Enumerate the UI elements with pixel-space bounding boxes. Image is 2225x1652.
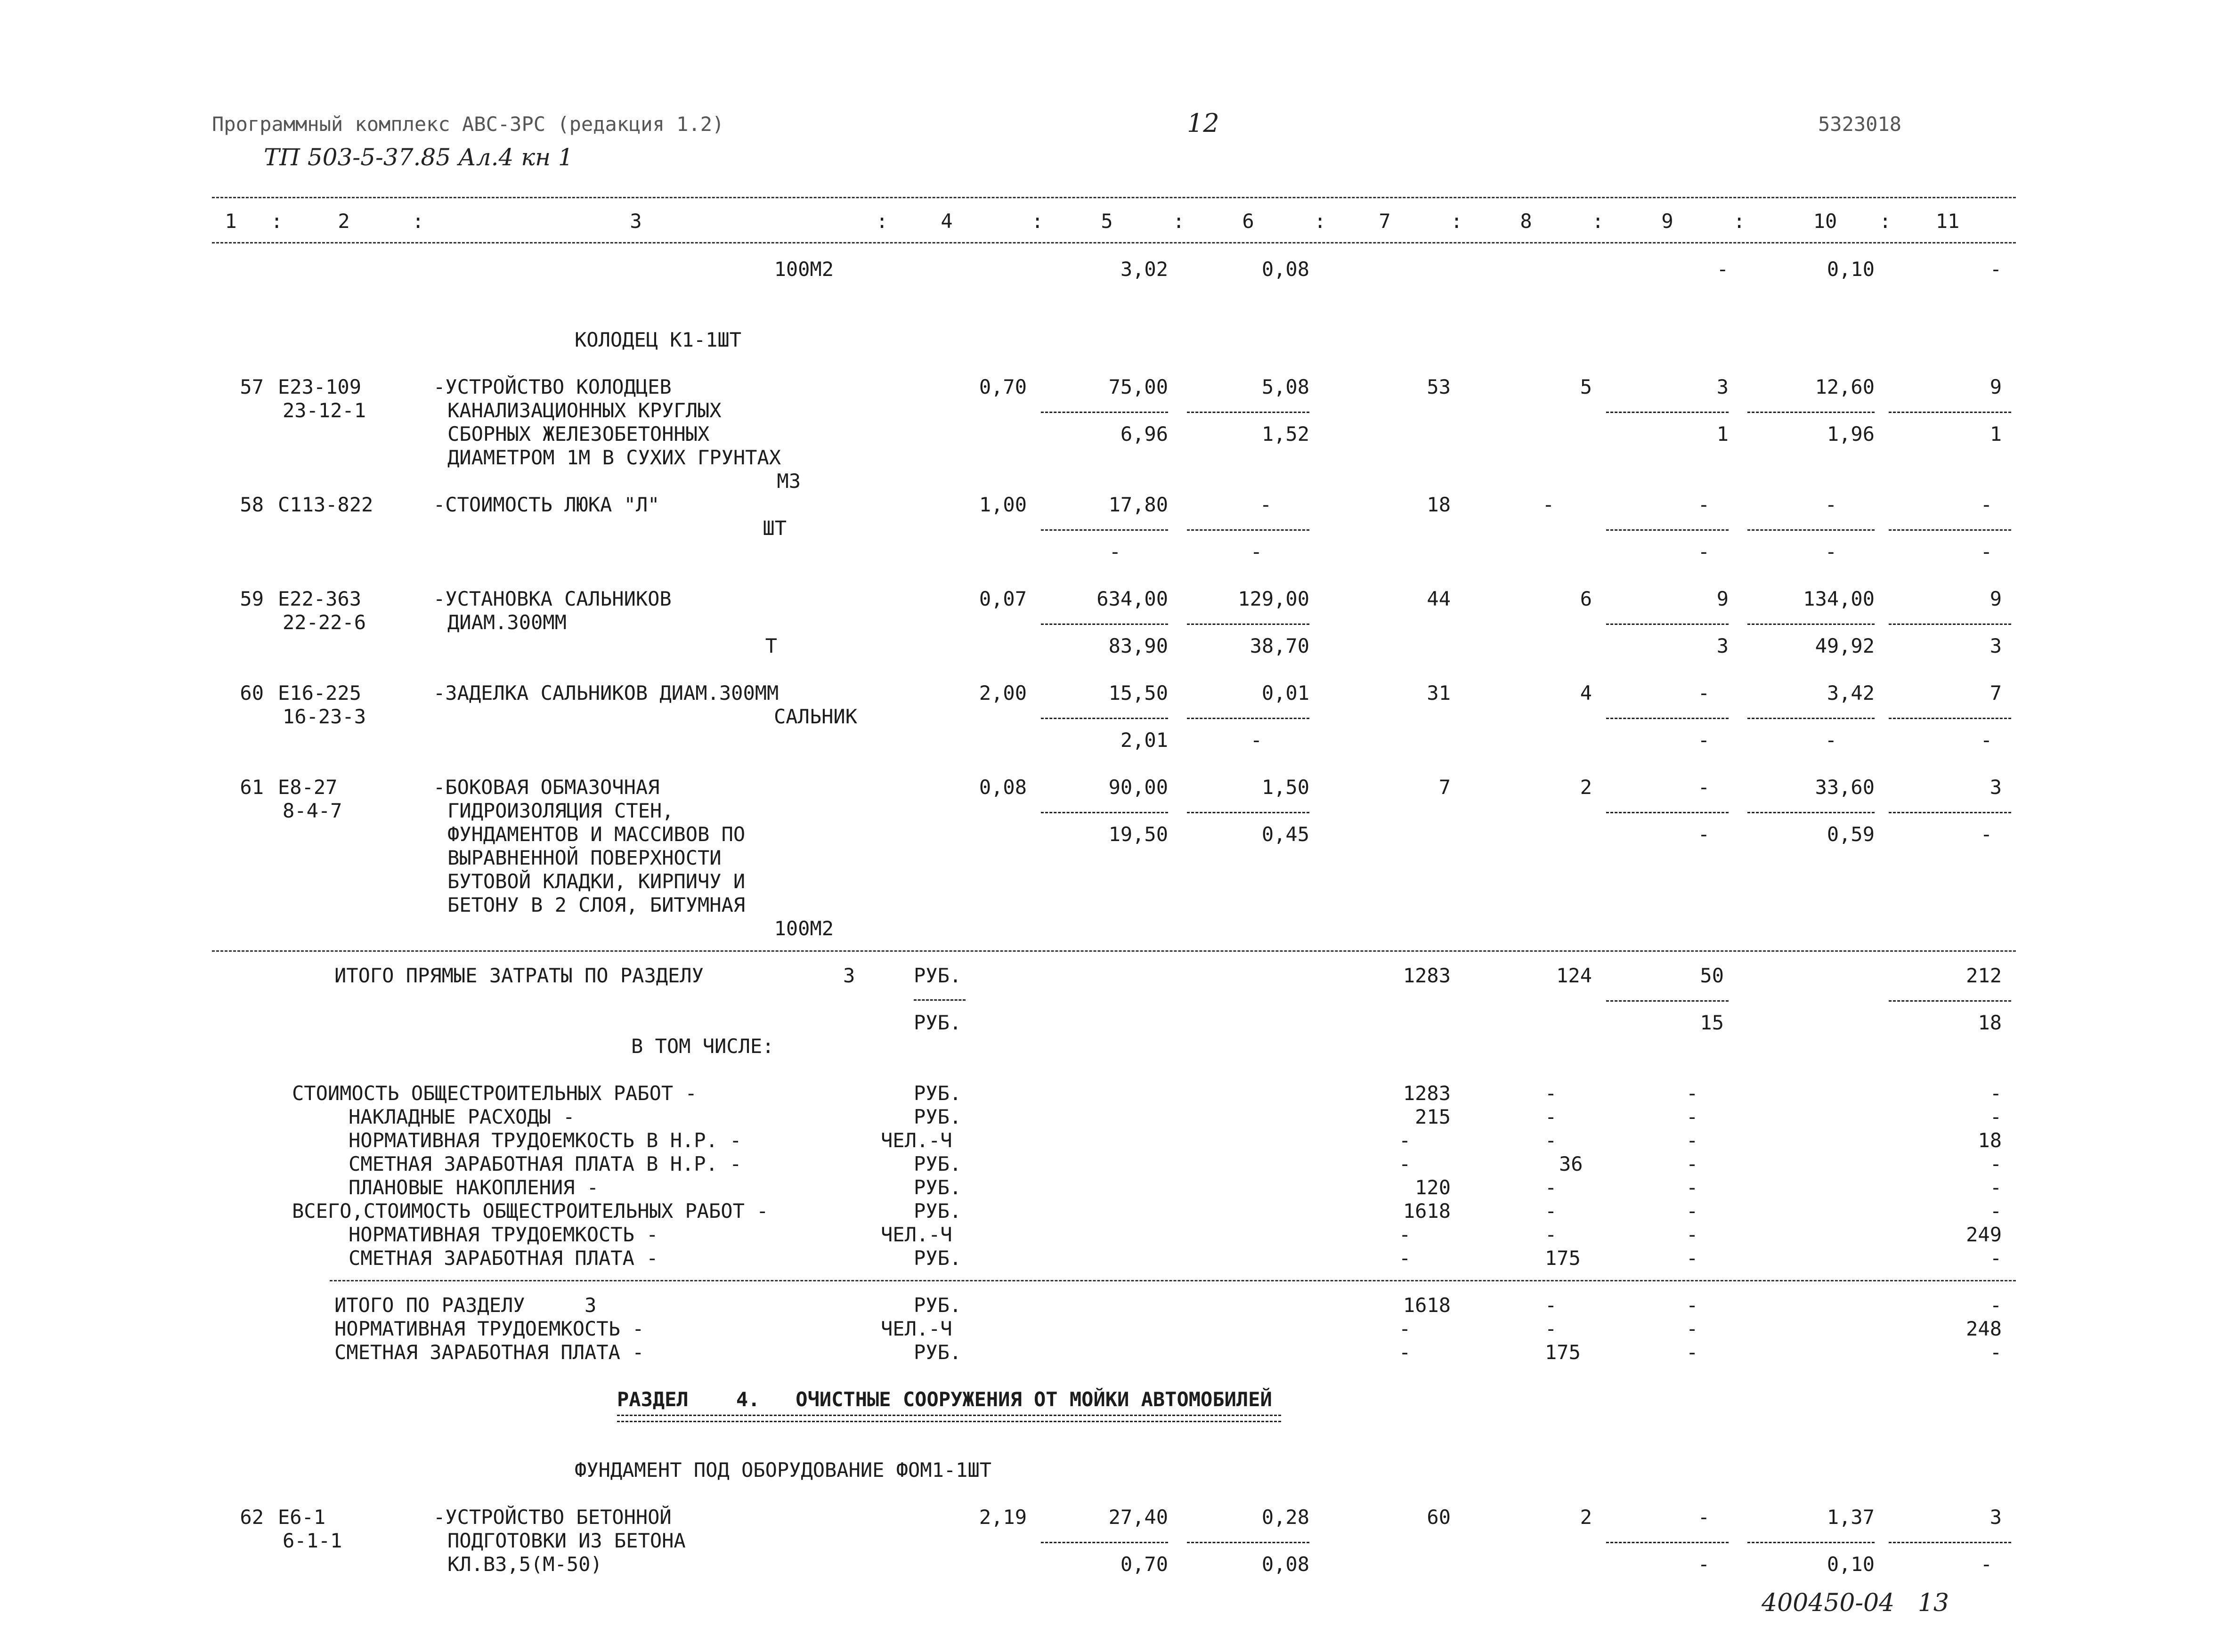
- cell: 9: [1716, 587, 1729, 610]
- cell: -: [1399, 1223, 1411, 1246]
- cell: -: [1980, 823, 1992, 846]
- cell: 18: [1978, 1011, 2002, 1034]
- rate-code: Е23-109: [278, 375, 362, 398]
- col-separator: :: [1173, 210, 1185, 233]
- cell: 1618: [1403, 1199, 1451, 1223]
- fraction-line: [1187, 812, 1309, 813]
- fraction-line: [1187, 624, 1309, 625]
- cell: 120: [1415, 1176, 1451, 1199]
- cell: 31: [1427, 681, 1451, 705]
- unit: РУБ.: [914, 1105, 962, 1128]
- description-line: ДИАМЕТРОМ 1М В СУХИХ ГРУНТАХ: [447, 446, 781, 469]
- total-label: СМЕТНАЯ ЗАРАБОТНАЯ ПЛАТА -: [334, 1341, 644, 1364]
- cell: 4: [1580, 681, 1592, 705]
- cell: 175: [1545, 1247, 1581, 1270]
- cell: -: [1686, 1223, 1698, 1246]
- cell: -: [1545, 1294, 1557, 1317]
- fraction-line: [1889, 812, 2011, 813]
- cell: 3: [1990, 634, 2002, 657]
- breakdown-label: ПЛАНОВЫЕ НАКОПЛЕНИЯ -: [349, 1176, 599, 1199]
- cell: 1618: [1403, 1294, 1451, 1317]
- cell: -: [1990, 258, 2002, 281]
- cell: -: [1259, 493, 1272, 516]
- cell: -: [1990, 1152, 2002, 1175]
- fraction-line: [1747, 718, 1875, 719]
- fraction-line: [1889, 529, 2011, 531]
- rate-subcode: 16-23-3: [283, 705, 366, 728]
- cell: 1283: [1403, 964, 1451, 987]
- cell: 175: [1545, 1341, 1581, 1364]
- cell: -: [1697, 493, 1710, 516]
- fraction-line: [1747, 412, 1875, 413]
- description-line: ПОДГОТОВКИ ИЗ БЕТОНА: [447, 1529, 686, 1552]
- header-rule-bottom: [212, 242, 2016, 243]
- breakdown-label: НАКЛАДНЫЕ РАСХОДЫ -: [349, 1105, 575, 1128]
- quantity: 0,08: [979, 776, 1027, 799]
- fraction-line: [1041, 1542, 1168, 1543]
- description-line: ВЫРАВНЕННОЙ ПОВЕРХНОСТИ: [447, 846, 722, 869]
- cell: 215: [1415, 1105, 1451, 1128]
- cell: 2: [1580, 1506, 1592, 1529]
- cell: -: [1545, 1317, 1557, 1340]
- total-label: ИТОГО ПО РАЗДЕЛУ 3: [334, 1294, 597, 1317]
- cell: -: [1545, 1176, 1557, 1199]
- col-header: 9: [1661, 210, 1673, 233]
- cell: 3: [1716, 375, 1729, 398]
- cell: 33,60: [1815, 776, 1875, 799]
- cell: 27,40: [1108, 1506, 1168, 1529]
- cell: 1: [1990, 422, 2002, 445]
- unit: РУБ.: [914, 1176, 962, 1199]
- col-separator: :: [1451, 210, 1463, 233]
- cell: 2: [1580, 776, 1592, 799]
- cell: -: [1686, 1129, 1698, 1152]
- cell: 53: [1427, 375, 1451, 398]
- cell: -: [1825, 729, 1837, 752]
- description-line: -СТОИМОСТЬ ЛЮКА "Л": [433, 493, 660, 516]
- cell: 90,00: [1108, 776, 1168, 799]
- cell: -: [1990, 1294, 2002, 1317]
- project-reference: ТП 503-5-37.85 Ал.4 кн 1: [264, 144, 573, 171]
- cell: 3: [1990, 1506, 2002, 1529]
- unit: ЧЕЛ.-Ч: [881, 1129, 952, 1152]
- section-subheading: ФУНДАМЕНТ ПОД ОБОРУДОВАНИЕ ФОМ1-1ШТ: [575, 1458, 992, 1482]
- cell: -: [1697, 540, 1710, 563]
- handwritten-archive-number: 400450-04 13: [1762, 1589, 1949, 1617]
- item-number: 62: [240, 1506, 264, 1529]
- totals-rule: [330, 1280, 2016, 1281]
- col-header: 7: [1379, 210, 1391, 233]
- fraction-line: [1747, 812, 1875, 813]
- quantity: 0,07: [979, 587, 1027, 610]
- cell: 3: [1716, 634, 1729, 657]
- description-line: СБОРНЫХ ЖЕЛЕЗОБЕТОННЫХ: [447, 422, 710, 445]
- cell: -: [1990, 1105, 2002, 1128]
- cell: 134,00: [1803, 587, 1875, 610]
- cell: 1,52: [1261, 422, 1309, 445]
- col-separator: :: [1879, 210, 1892, 233]
- unit: РУБ.: [914, 964, 962, 987]
- cell: -: [1686, 1082, 1698, 1105]
- description-line: КАНАЛИЗАЦИОННЫХ КРУГЛЫХ: [447, 399, 722, 422]
- fraction-line: [1606, 529, 1729, 531]
- description-line: БУТОВОЙ КЛАДКИ, КИРПИЧУ И: [447, 870, 746, 893]
- col-header: 2: [338, 210, 350, 233]
- quantity: 2,19: [979, 1506, 1027, 1529]
- cell: -: [1990, 1082, 2002, 1105]
- unit: ШТ: [763, 517, 787, 540]
- total-label: НОРМАТИВНАЯ ТРУДОЕМКОСТЬ -: [334, 1317, 644, 1340]
- cell: 634,00: [1096, 587, 1168, 610]
- page-number: 12: [1187, 108, 1219, 138]
- fraction-line: [1606, 412, 1729, 413]
- col-separator: :: [876, 210, 888, 233]
- cell: 7: [1990, 681, 2002, 705]
- cell: -: [1399, 1317, 1411, 1340]
- cell: 1: [1716, 422, 1729, 445]
- col-separator: :: [412, 210, 424, 233]
- fraction-line: [1606, 718, 1729, 719]
- item-number: 60: [240, 681, 264, 705]
- breakdown-label: НОРМАТИВНАЯ ТРУДОЕМКОСТЬ -: [349, 1223, 658, 1246]
- cell: 0,10: [1827, 258, 1875, 281]
- col-header: 11: [1935, 210, 1960, 233]
- fraction-line: [1041, 718, 1168, 719]
- cell: 0,28: [1261, 1506, 1309, 1529]
- fraction-line: [1041, 624, 1168, 625]
- cell: 7: [1438, 776, 1451, 799]
- cell: -: [1980, 493, 1992, 516]
- cell: -: [1545, 1105, 1557, 1128]
- item-number: 58: [240, 493, 264, 516]
- cell: -: [1686, 1341, 1698, 1364]
- quantity: 0,70: [979, 375, 1027, 398]
- cell: 0,45: [1261, 823, 1309, 846]
- cell: 17,80: [1108, 493, 1168, 516]
- col-separator: :: [1314, 210, 1326, 233]
- cell: -: [1825, 493, 1837, 516]
- fraction-line: [1889, 412, 2011, 413]
- cell: -: [1697, 729, 1710, 752]
- fraction-line: [1187, 1542, 1309, 1543]
- fraction-line: [1606, 1000, 1729, 1002]
- rate-code: Е8-27: [278, 776, 338, 799]
- breakdown-label: НОРМАТИВНАЯ ТРУДОЕМКОСТЬ В Н.Р. -: [349, 1129, 742, 1152]
- cell: 5,08: [1261, 375, 1309, 398]
- col-header: 10: [1813, 210, 1837, 233]
- unit: РУБ.: [914, 1294, 962, 1317]
- description-line: ДИАМ.300ММ: [447, 611, 567, 634]
- cell: -: [1250, 540, 1262, 563]
- cell: 19,50: [1108, 823, 1168, 846]
- cell: -: [1542, 493, 1554, 516]
- cell: -: [1399, 1247, 1411, 1270]
- section-rule: [212, 950, 2016, 952]
- description-line: ФУНДАМЕНТОВ И МАССИВОВ ПО: [447, 823, 746, 846]
- cell: -: [1686, 1176, 1698, 1199]
- unit: 100М2: [774, 917, 834, 940]
- cell: -: [1545, 1129, 1557, 1152]
- header-rule-top: [212, 197, 2016, 198]
- cell: -: [1697, 681, 1710, 705]
- cell: -: [1686, 1152, 1698, 1175]
- description-line: -УСТРОЙСТВО БЕТОННОЙ: [433, 1506, 672, 1529]
- rate-code: Е22-363: [278, 587, 362, 610]
- document-code: 5323018: [1818, 113, 1902, 136]
- cell: -: [1399, 1152, 1411, 1175]
- unit: Т: [765, 634, 777, 657]
- breakdown-label: СТОИМОСТЬ ОБЩЕСТРОИТЕЛЬНЫХ РАБОТ -: [292, 1082, 697, 1105]
- description-line: КЛ.В3,5(М-50): [447, 1553, 602, 1576]
- rate-code: Е16-225: [278, 681, 362, 705]
- description-line: БЕТОНУ В 2 СЛОЯ, БИТУМНАЯ: [447, 893, 746, 916]
- cell: 129,00: [1238, 587, 1309, 610]
- fraction-line: [1889, 718, 2011, 719]
- cell: 3,02: [1120, 258, 1168, 281]
- cell: 5: [1580, 375, 1592, 398]
- cell: 1,37: [1827, 1506, 1875, 1529]
- breakdown-label: ВСЕГО,СТОИМОСТЬ ОБЩЕСТРОИТЕЛЬНЫХ РАБОТ -: [292, 1199, 769, 1223]
- cell: -: [1980, 540, 1992, 563]
- description-line: -УСТРОЙСТВО КОЛОДЦЕВ: [433, 375, 672, 398]
- cell: -: [1990, 1247, 2002, 1270]
- col-header: 5: [1101, 210, 1113, 233]
- cell: 49,92: [1815, 634, 1875, 657]
- cell: 9: [1990, 587, 2002, 610]
- cell: -: [1697, 776, 1710, 799]
- fraction-line: [1041, 529, 1168, 531]
- cell: 124: [1556, 964, 1592, 987]
- item-number: 61: [240, 776, 264, 799]
- cell: -: [1545, 1223, 1557, 1246]
- breakdown-label: СМЕТНАЯ ЗАРАБОТНАЯ ПЛАТА -: [349, 1247, 658, 1270]
- section-subheading: КОЛОДЕЦ К1-1ШТ: [575, 328, 742, 351]
- unit: РУБ.: [914, 1341, 962, 1364]
- col-separator: :: [1031, 210, 1044, 233]
- cell: -: [1990, 1176, 2002, 1199]
- fraction-line: [1747, 1542, 1875, 1543]
- cell: 1,96: [1827, 422, 1875, 445]
- unit: РУБ.: [914, 1199, 962, 1223]
- col-header: 1: [225, 210, 237, 233]
- cell: -: [1990, 1341, 2002, 1364]
- cell: -: [1545, 1082, 1557, 1105]
- fraction-line: [914, 999, 966, 1001]
- cell: -: [1980, 1553, 1992, 1576]
- fraction-line: [1606, 812, 1729, 813]
- cell: 15,50: [1108, 681, 1168, 705]
- cell: 18: [1978, 1129, 2002, 1152]
- unit: ЧЕЛ.-Ч: [881, 1223, 952, 1246]
- cell: 6: [1580, 587, 1592, 610]
- rate-subcode: 22-22-6: [283, 611, 366, 634]
- cell: 212: [1966, 964, 2002, 987]
- rate-code: С113-822: [278, 493, 374, 516]
- col-header: 8: [1520, 210, 1532, 233]
- cell: -: [1697, 1553, 1710, 1576]
- program-title: Программный комплекс АВС-3РС (редакция 1.2): [212, 113, 724, 136]
- cell: 248: [1966, 1317, 2002, 1340]
- cell: 3,42: [1827, 681, 1875, 705]
- col-separator: :: [271, 210, 283, 233]
- unit: М3: [777, 470, 801, 493]
- col-header: 3: [630, 210, 642, 233]
- cell: -: [1399, 1129, 1411, 1152]
- cell: -: [1990, 1199, 2002, 1223]
- col-separator: :: [1733, 210, 1746, 233]
- rate-subcode: 8-4-7: [283, 799, 342, 822]
- cell: -: [1399, 1341, 1411, 1364]
- fraction-line: [1187, 718, 1309, 719]
- cell: -: [1250, 729, 1262, 752]
- fraction-line: [1606, 624, 1729, 625]
- cell: 50: [1700, 964, 1724, 987]
- description-line: -УСТАНОВКА САЛЬНИКОВ: [433, 587, 672, 610]
- section-number: 3: [843, 964, 855, 987]
- cell: -: [1716, 258, 1729, 281]
- cell: -: [1686, 1199, 1698, 1223]
- fraction-line: [1187, 529, 1309, 531]
- cell: -: [1686, 1317, 1698, 1340]
- cell: 0,59: [1827, 823, 1875, 846]
- unit: РУБ.: [914, 1011, 962, 1034]
- fraction-line: [1606, 1542, 1729, 1543]
- item-number: 57: [240, 375, 264, 398]
- cell: 2,01: [1120, 729, 1168, 752]
- cell: 18: [1427, 493, 1451, 516]
- cell: 12,60: [1815, 375, 1875, 398]
- breakdown-label: СМЕТНАЯ ЗАРАБОТНАЯ ПЛАТА В Н.Р. -: [349, 1152, 742, 1175]
- cell: 38,70: [1250, 634, 1309, 657]
- fraction-line: [1889, 1542, 2011, 1543]
- section-title: РАЗДЕЛ 4. ОЧИСТНЫЕ СООРУЖЕНИЯ ОТ МОЙКИ АВТОМОБИЛЕЙ: [617, 1388, 1272, 1411]
- cell: 249: [1966, 1223, 2002, 1246]
- cell: 60: [1427, 1506, 1451, 1529]
- cell: -: [1686, 1105, 1698, 1128]
- rate-subcode: 23-12-1: [283, 399, 366, 422]
- fraction-line: [1041, 812, 1168, 813]
- col-header: 6: [1242, 210, 1254, 233]
- cell: 9: [1990, 375, 2002, 398]
- description-line: ГИДРОИЗОЛЯЦИЯ СТЕН,: [447, 799, 674, 822]
- cell: -: [1825, 540, 1837, 563]
- item-number: 59: [240, 587, 264, 610]
- unit: РУБ.: [914, 1082, 962, 1105]
- fraction-line: [1747, 624, 1875, 625]
- unit: 100М2: [774, 258, 834, 281]
- fraction-line: [1889, 1000, 2011, 1002]
- cell: 36: [1559, 1152, 1583, 1175]
- cell: 0,70: [1120, 1553, 1168, 1576]
- cell: 6,96: [1120, 422, 1168, 445]
- rate-subcode: 6-1-1: [283, 1529, 342, 1552]
- fraction-line: [1747, 529, 1875, 531]
- cell: 44: [1427, 587, 1451, 610]
- unit: САЛЬНИК: [773, 705, 857, 728]
- cell: 0,08: [1261, 1553, 1309, 1576]
- cell: -: [1109, 540, 1121, 563]
- total-label: ИТОГО ПРЯМЫЕ ЗАТРАТЫ ПО РАЗДЕЛУ: [334, 964, 704, 987]
- description-line: -БОКОВАЯ ОБМАЗОЧНАЯ: [433, 776, 660, 799]
- description-line: -ЗАДЕЛКА САЛЬНИКОВ ДИАМ.300ММ: [433, 681, 779, 705]
- section-title-underline: [617, 1415, 1281, 1422]
- cell: 3: [1990, 776, 2002, 799]
- cell: 0,01: [1261, 681, 1309, 705]
- col-header: 4: [941, 210, 953, 233]
- cell: -: [1545, 1199, 1557, 1223]
- unit: РУБ.: [914, 1247, 962, 1270]
- including-label: В ТОМ ЧИСЛЕ:: [631, 1035, 774, 1058]
- cell: -: [1980, 729, 1992, 752]
- fraction-line: [1041, 412, 1168, 413]
- quantity: 1,00: [979, 493, 1027, 516]
- cell: 83,90: [1108, 634, 1168, 657]
- cell: 15: [1700, 1011, 1724, 1034]
- unit: РУБ.: [914, 1152, 962, 1175]
- cell: 75,00: [1108, 375, 1168, 398]
- cell: 1283: [1403, 1082, 1451, 1105]
- cell: -: [1686, 1294, 1698, 1317]
- rate-code: Е6-1: [278, 1506, 326, 1529]
- quantity: 2,00: [979, 681, 1027, 705]
- fraction-line: [1187, 412, 1309, 413]
- cell: 0,08: [1261, 258, 1309, 281]
- col-separator: :: [1592, 210, 1604, 233]
- cell: -: [1686, 1247, 1698, 1270]
- fraction-line: [1889, 624, 2011, 625]
- cell: 0,10: [1827, 1553, 1875, 1576]
- unit: ЧЕЛ.-Ч: [881, 1317, 952, 1340]
- cell: -: [1697, 823, 1710, 846]
- cell: 1,50: [1261, 776, 1309, 799]
- cell: -: [1697, 1506, 1710, 1529]
